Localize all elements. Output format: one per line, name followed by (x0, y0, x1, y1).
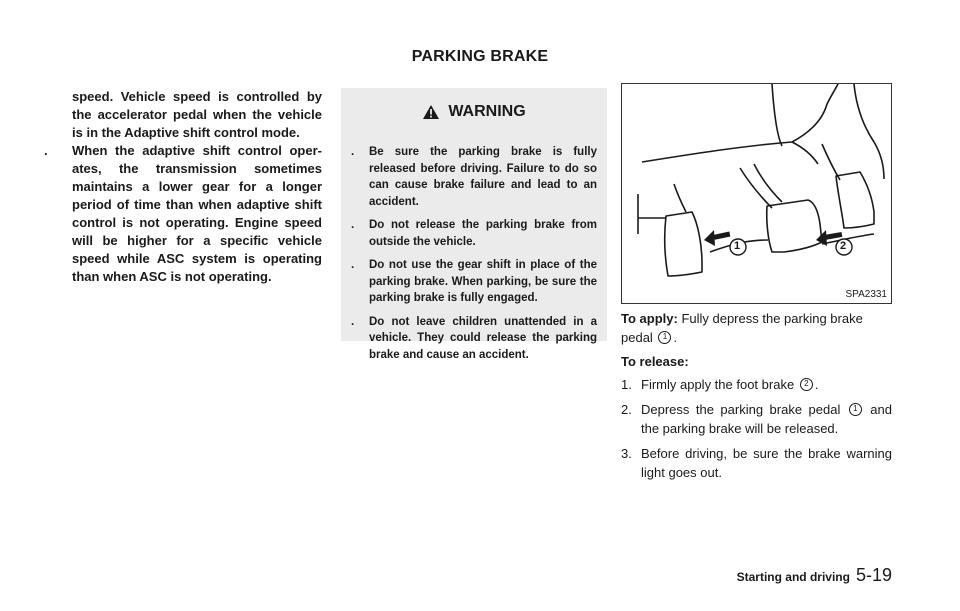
footer-section: Starting and driving (736, 570, 850, 584)
step-item (621, 375, 892, 394)
warning-item (351, 217, 597, 250)
left-column (40, 88, 322, 286)
figure-label: SPA2331 (845, 289, 887, 300)
warning-triangle-icon (422, 104, 440, 120)
step-after: and the parking brake will be released. (641, 402, 892, 436)
page-number: 5-19 (855, 565, 892, 585)
page-footer (737, 565, 892, 586)
bullet-marker: . (44, 143, 48, 158)
warning-list (351, 144, 597, 370)
step-number: 3. (621, 446, 632, 461)
continued-paragraph: speed. Vehicle speed is controlled by the accelerator pedal when the vehicle is in the Adaptive shift control mode. (72, 89, 322, 140)
warning-item-text: Be sure the parking brake is fully released before driving. Failure to do so can cause brake failure and lead to an accident. (369, 146, 597, 208)
warning-item-text: Do not leave children unattended in a vehicle. They could release the parking brake and cause an accident. (369, 315, 597, 361)
step-number: 2. (621, 402, 632, 417)
ref-circle-icon: 1 (849, 403, 862, 416)
warning-item-text: Do not release the parking brake from outside the vehicle. (369, 219, 597, 248)
pedal-illustration (622, 84, 891, 303)
ref-circle-icon: 1 (658, 331, 671, 344)
step-text: Before driving, be sure the brake warning light goes out. (641, 446, 892, 480)
warning-marker: . (351, 146, 355, 158)
section-title: PARKING BRAKE (411, 48, 549, 65)
apply-label: To apply: (621, 311, 678, 326)
apply-paragraph (621, 309, 892, 347)
callout-2: 2 (840, 240, 847, 252)
step-number: 1. (621, 377, 632, 392)
step-text: Firmly apply the foot brake (641, 377, 795, 392)
warning-item (351, 314, 597, 364)
apply-text: Fully depress the parking brake pedal (621, 311, 863, 345)
step-item (621, 444, 892, 482)
warning-item-text: Do not use the gear shift in place of the parking brake. When parking, be sure the parking brake is fully engaged. (369, 259, 597, 304)
callout-1: 1 (734, 240, 741, 252)
step-item (621, 400, 892, 438)
bullet-text: When the adaptive shift control oper- ates, the transmission sometimes maintains a lower gear for a longer period of time than when adaptive shift control is not operating. Engine speed will be higher for a specific vehicle speed while ASC system is operating than when ASC is not operating. (72, 143, 322, 284)
warning-item (351, 257, 597, 307)
warning-title: WARNING (448, 103, 526, 120)
warning-box (341, 88, 607, 361)
warning-marker: . (351, 315, 355, 328)
instructions (621, 309, 892, 488)
warning-marker: . (351, 259, 355, 271)
warning-marker: . (351, 219, 355, 231)
parking-brake-figure (621, 83, 892, 304)
release-label: To release: (621, 354, 689, 369)
release-steps (621, 375, 892, 482)
warning-item (351, 144, 597, 210)
step-after: . (814, 377, 819, 392)
warning-header (341, 99, 607, 125)
step-text: Depress the parking brake pedal (641, 402, 841, 417)
ref-circle-icon: 2 (800, 378, 813, 391)
apply-end: . (673, 330, 678, 345)
bullet-item (44, 142, 322, 286)
